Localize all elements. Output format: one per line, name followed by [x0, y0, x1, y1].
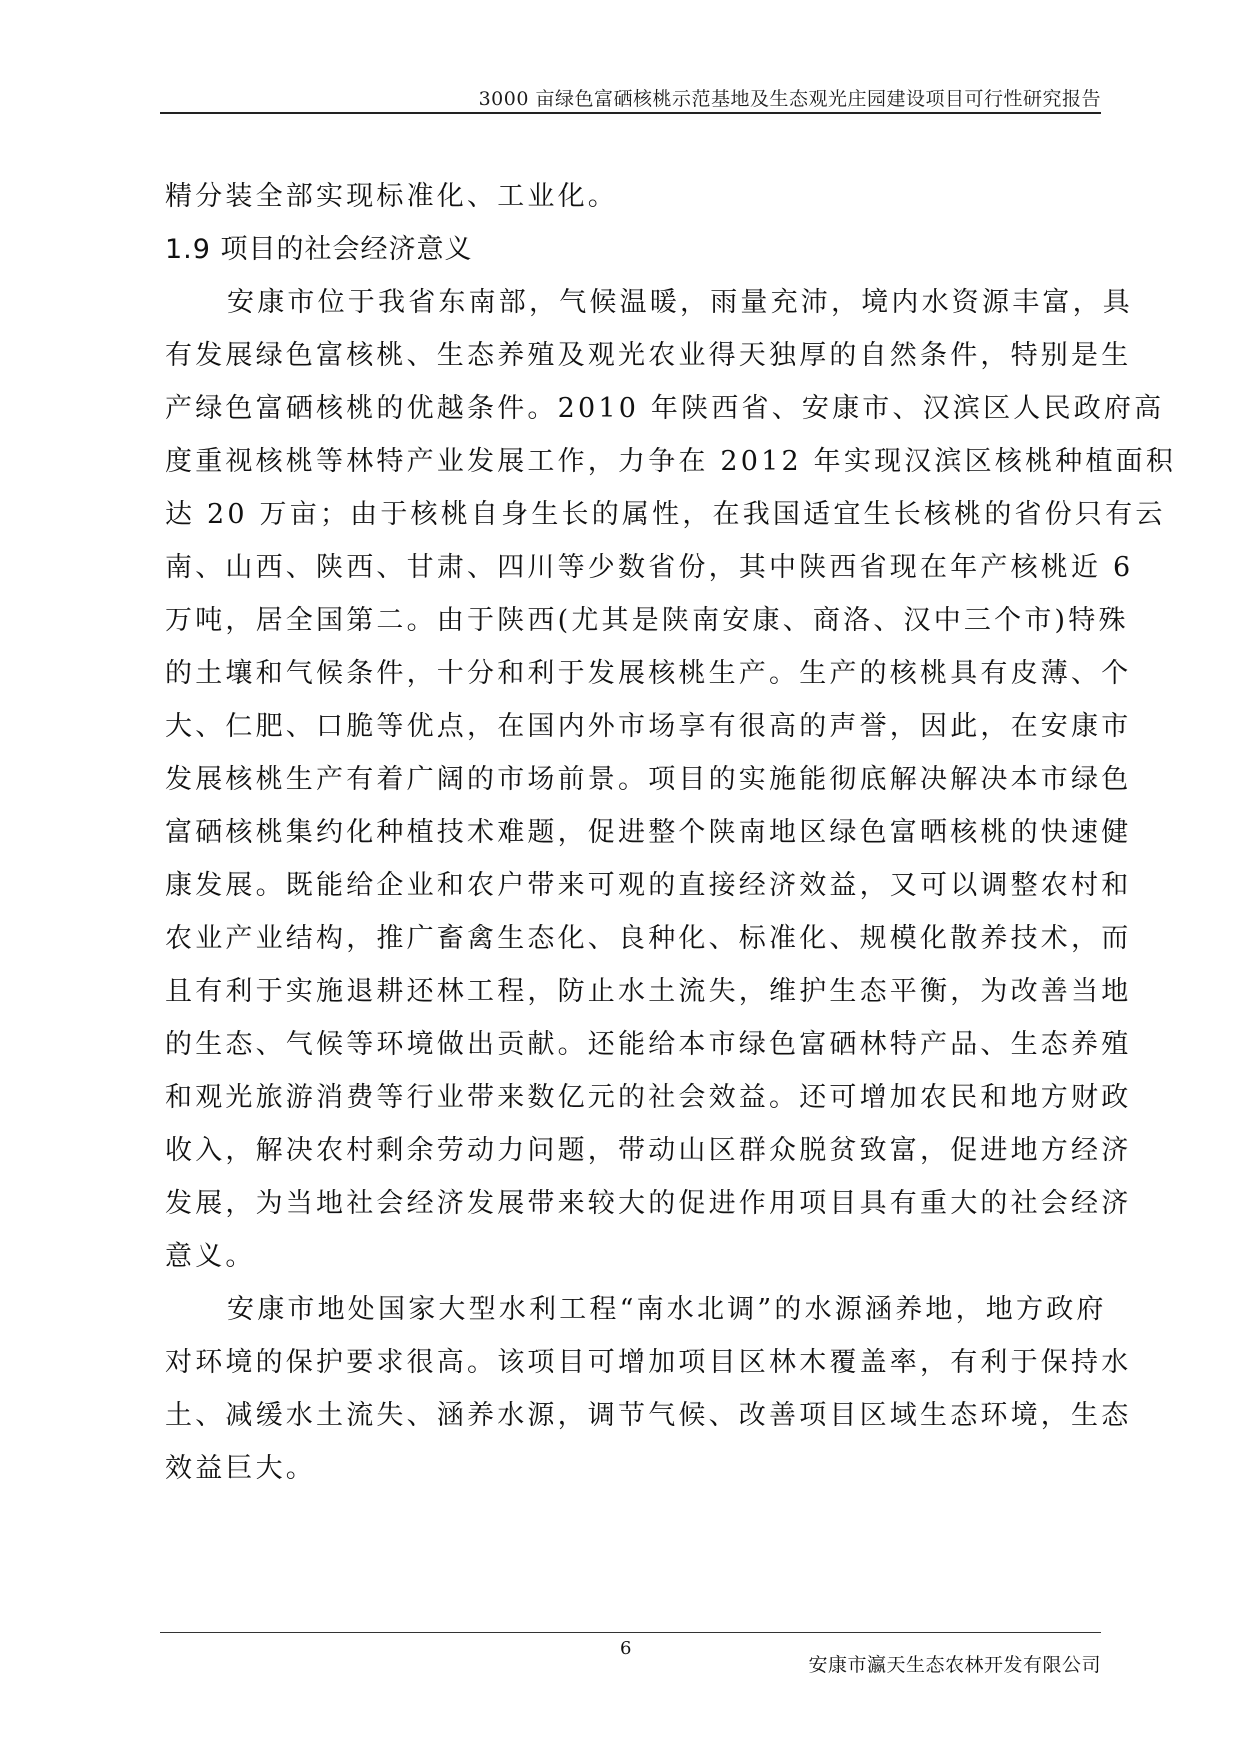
paragraph-line: 且有利于实施退耕还林工程，防止水土流失，维护生态平衡，为改善当地 [165, 976, 1132, 1007]
paragraph-line: 安康市位于我省东南部，气候温暖，雨量充沛，境内水资源丰富，具 [227, 287, 1133, 318]
footer-divider [160, 1632, 1101, 1633]
paragraph-line: 产绿色富硒核桃的优越条件。2010 年陕西省、安康市、汉滨区人民政府高 [165, 393, 1165, 424]
footer-company: 安康市瀛天生态农林开发有限公司 [808, 1654, 1101, 1676]
paragraph-line: 万吨，居全国第二。由于陕西(尤其是陕南安康、商洛、汉中三个市)特殊 [165, 605, 1129, 636]
paragraph-line: 安康市地处国家大型水利工程“南水北调”的水源涵养地，地方政府 [227, 1294, 1107, 1325]
paragraph-line: 发展核桃生产有着广阔的市场前景。项目的实施能彻底解决解决本市绿色 [165, 764, 1132, 795]
paragraph-line: 对环境的保护要求很高。该项目可增加项目区林木覆盖率，有利于保持水 [165, 1347, 1132, 1378]
page-body [165, 170, 1177, 1495]
paragraph-2 [165, 1283, 1132, 1495]
section-heading: 1.9 项目的社会经济意义 [165, 234, 473, 265]
paragraph-line: 意义。 [165, 1241, 256, 1272]
paragraph-line: 和观光旅游消费等行业带来数亿元的社会效益。还可增加农民和地方财政 [165, 1082, 1132, 1113]
paragraph-line: 土、减缓水土流失、涵养水源，调节气候、改善项目区域生态环境，生态 [165, 1400, 1132, 1431]
paragraph-line: 效益巨大。 [165, 1453, 316, 1484]
paragraph-line: 的土壤和气候条件，十分和利于发展核桃生产。生产的核桃具有皮薄、个 [165, 658, 1132, 689]
paragraph-line: 康发展。既能给企业和农户带来可观的直接经济效益，又可以调整农村和 [165, 870, 1132, 901]
continuation-line: 精分装全部实现标准化、工业化。 [165, 181, 618, 212]
paragraph-line: 农业产业结构，推广畜禽生态化、良种化、标准化、规模化散养技术，而 [165, 923, 1132, 954]
header-divider [160, 112, 1101, 114]
paragraph-line: 收入，解决农村剩余劳动力问题，带动山区群众脱贫致富，促进地方经济 [165, 1135, 1132, 1166]
running-header: 3000 亩绿色富硒核桃示范基地及生态观光庄园建设项目可行性研究报告 [478, 88, 1101, 110]
page-number: 6 [620, 1638, 632, 1659]
paragraph-line: 富硒核桃集约化种植技术难题，促进整个陕南地区绿色富晒核桃的快速健 [165, 817, 1132, 848]
paragraph-line: 南、山西、陕西、甘肃、四川等少数省份，其中陕西省现在年产核桃近 6 [165, 552, 1134, 583]
paragraph-line: 有发展绿色富核桃、生态养殖及观光农业得天独厚的自然条件，特别是生 [165, 340, 1132, 371]
paragraph-1 [165, 276, 1177, 1283]
paragraph-line: 大、仁肥、口脆等优点，在国内外市场享有很高的声誉，因此，在安康市 [165, 711, 1132, 742]
paragraph-line: 发展，为当地社会经济发展带来较大的促进作用项目具有重大的社会经济 [165, 1188, 1132, 1219]
paragraph-line: 度重视核桃等林特产业发展工作，力争在 2012 年实现汉滨区核桃种植面积 [165, 446, 1177, 477]
paragraph-line: 的生态、气候等环境做出贡献。还能给本市绿色富硒林特产品、生态养殖 [165, 1029, 1132, 1060]
paragraph-line: 达 20 万亩；由于核桃自身生长的属性，在我国适宜生长核桃的省份只有云 [165, 499, 1166, 530]
